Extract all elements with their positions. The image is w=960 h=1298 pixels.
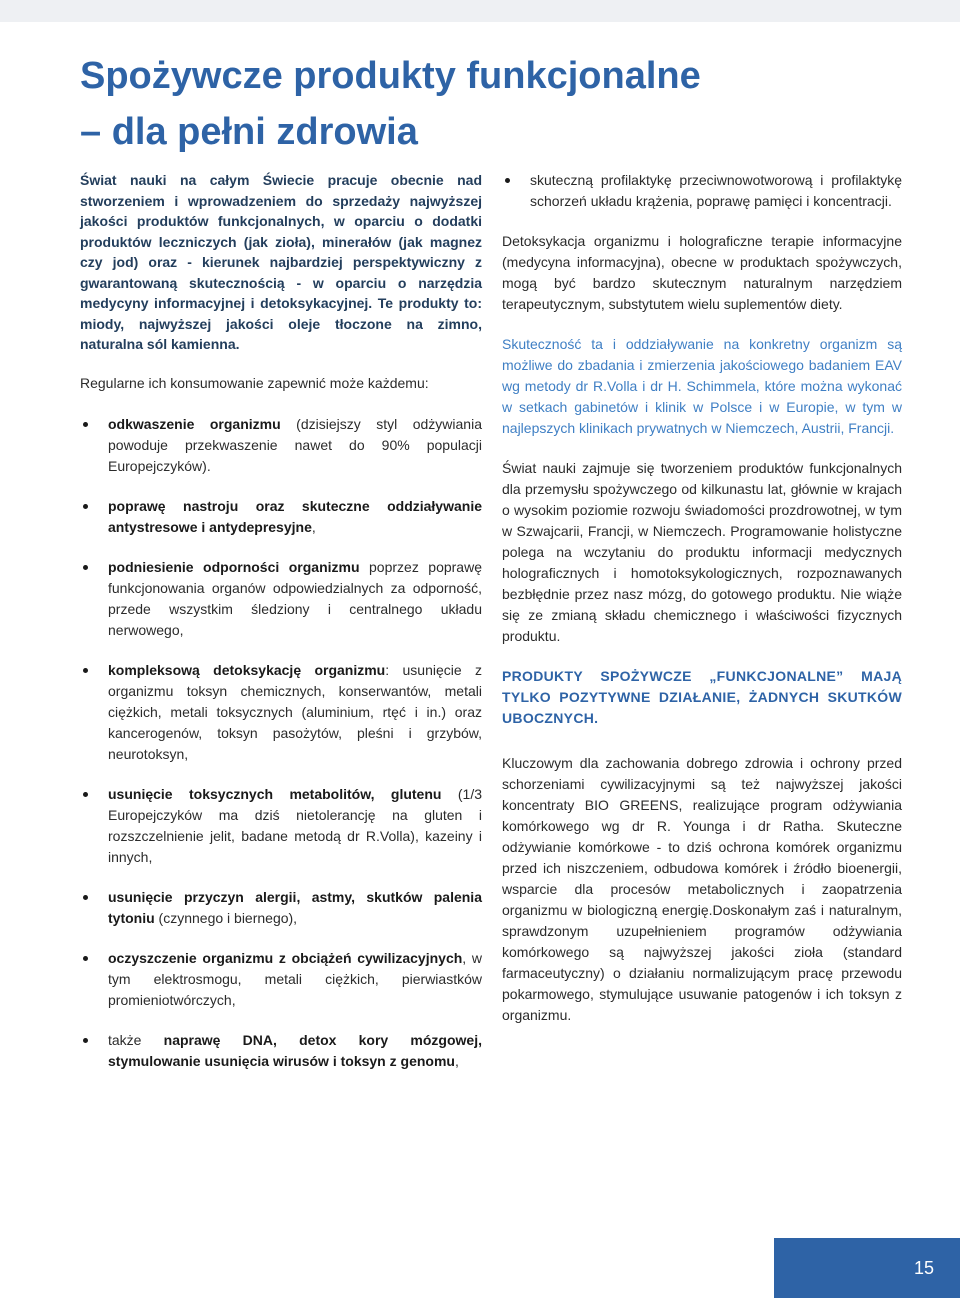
list-item: kompleksową detoksykację organizmu: usunięcie z organizmu toksyn chemicznych, konserwantów, metali ciężkich, metali toksycznych (aluminium, rtęć i in.) oraz kancerogenów, toksyn pasożytów, pleśni i grzybów, neurotoksyn, [80, 660, 482, 765]
science-paragraph: Świat nauki zajmuje się tworzeniem produktów funkcjonalnych dla przemysłu spożywczego od kilkunastu lat, głównie w krajach o wysokim poziomie rozwoju świadomości prozdrowotnej, w tym w Szwajcarii, Francji, w Niemczech. Programowanie holistyczne polega na wczytaniu do produktu informacji medycznych holograficznych i homotoksykologicznych, rozpoznawanych bezbłędnie przez nasz mózg, do gotowego produktu. Nie wiąże się ze zmianą składu chemicznego i właściwości fizycznych produktu. [502, 460, 902, 644]
page-title [80, 48, 900, 160]
page-number: 15 [774, 1238, 960, 1298]
right-column [502, 170, 902, 1045]
list-item: podniesienie odporności organizmu poprzez poprawę funkcjonowania organów odpowiedzialnych za odporność, przede wszystkim śledziony i centralnego układu nerwowego, [80, 557, 482, 641]
lead-in-paragraph: Regularne ich konsumowanie zapewnić może każdemu: [80, 374, 429, 391]
list-item: także naprawę DNA, detox kory mózgowej, stymulowanie usunięcia wirusów i toksyn z genomu, [80, 1030, 482, 1072]
section-subheading: PRODUKTY SPOŻYWCZE „FUNKCJONALNE” MAJĄ TYLKO POZYTYWNE DZIAŁANIE, ŻADNYCH SKUTKÓW UBOCZNYCH. [502, 668, 902, 726]
title-line-1: Spożywcze produkty funkcjonalne [80, 55, 701, 97]
list-item: poprawę nastroju oraz skuteczne oddziaływanie antystresowe i antydepresyjne, [80, 496, 482, 538]
list-item: skuteczną profilaktykę przeciwnowotworową i profilaktykę schorzeń układu krążenia, poprawę pamięci i koncentracji. [502, 170, 902, 212]
detox-paragraph: Detoksykacja organizmu i holograficzne terapie informacyjne (medycyna informacyjna), obecne w produktach spożywczych, mogą być bardzo skutecznym naturalnym narzędziem terapeutycznym, substytutem wielu suplementów diety. [502, 233, 902, 312]
benefits-list [80, 414, 482, 1072]
intro-paragraph: Świat nauki na całym Świecie pracuje obecnie nad stworzeniem i wprowadzeniem do sprzedaży najwyższej jakości produktów funkcjonalnych, w oparciu o dodatki produktów leczniczych (jak zioła), minerałów (jak magnez czy jod) oraz - kierunek najbardziej perspektywiczny z gwarantowaną skutecznością - w oparciu o narzędzia medycyny informacyjnej i detoksykacyjnej. Te produkty to: miody, najwyższej jakości oleje tłoczone na zimno, naturalna sól kamienna. [80, 172, 482, 352]
list-item: usunięcie przyczyn alergii, astmy, skutków palenia tytoniu (czynnego i biernego), [80, 887, 482, 929]
benefits-list-continued [502, 170, 902, 212]
list-item: oczyszczenie organizmu z obciążeń cywilizacyjnych, w tym elektrosmogu, metali ciężkich, pierwiastków promieniotwórczych, [80, 948, 482, 1011]
title-line-2: – dla pełni zdrowia [80, 111, 418, 153]
eav-paragraph: Skuteczność ta i oddziaływanie na konkretny organizm są możliwe do zbadania i zmierzenia jakościowego badaniem EAV wg metody dr R.Volla i dr H. Schimmela, które można wykonać w setkach gabinetów i klinik w Polsce i w Europie, w tym w najlepszych klinikach prywatnych w Niemczech, Austrii, Francji. [502, 336, 902, 436]
top-band [0, 0, 960, 22]
bio-greens-paragraph: Kluczowym dla zachowania dobrego zdrowia i ochrony przed schorzeniami cywilizacyjnymi są też najwyższej jakości koncentraty BIO GREENS, realizujące program odżywiania komórkowego wg dr R. Younga i dr Ratha. Skuteczne odżywianie komórkowe - to dziś ochrona komórek organizmu przed ich niszczeniem, odbudowa komórek i źródło bioenergii, wsparcie dla procesów metabolicznych i zaopatrzenia organizmu w biologiczną energię.Doskonałym zaś i naturalnym, sprawdzonym uzupełnieniem programów odżywiania komórkowego są najwyższej jakości zioła (standard farmaceutyczny) o działaniu normalizującym pracę przewodu pokarmowego, stymulujące usuwanie patogenów i ich toksyn z organizmu. [502, 755, 902, 1023]
left-column [80, 170, 482, 1091]
list-item: odkwaszenie organizmu (dzisiejszy styl odżywiania powoduje przekwaszenie nawet do 90% populacji Europejczyków). [80, 414, 482, 477]
list-item: usunięcie toksycznych metabolitów, glutenu (1/3 Europejczyków ma dziś nietolerancję na gluten i rozszczelnienie jelit, badane metodą dr R.Volla), kazeiny i innych, [80, 784, 482, 868]
